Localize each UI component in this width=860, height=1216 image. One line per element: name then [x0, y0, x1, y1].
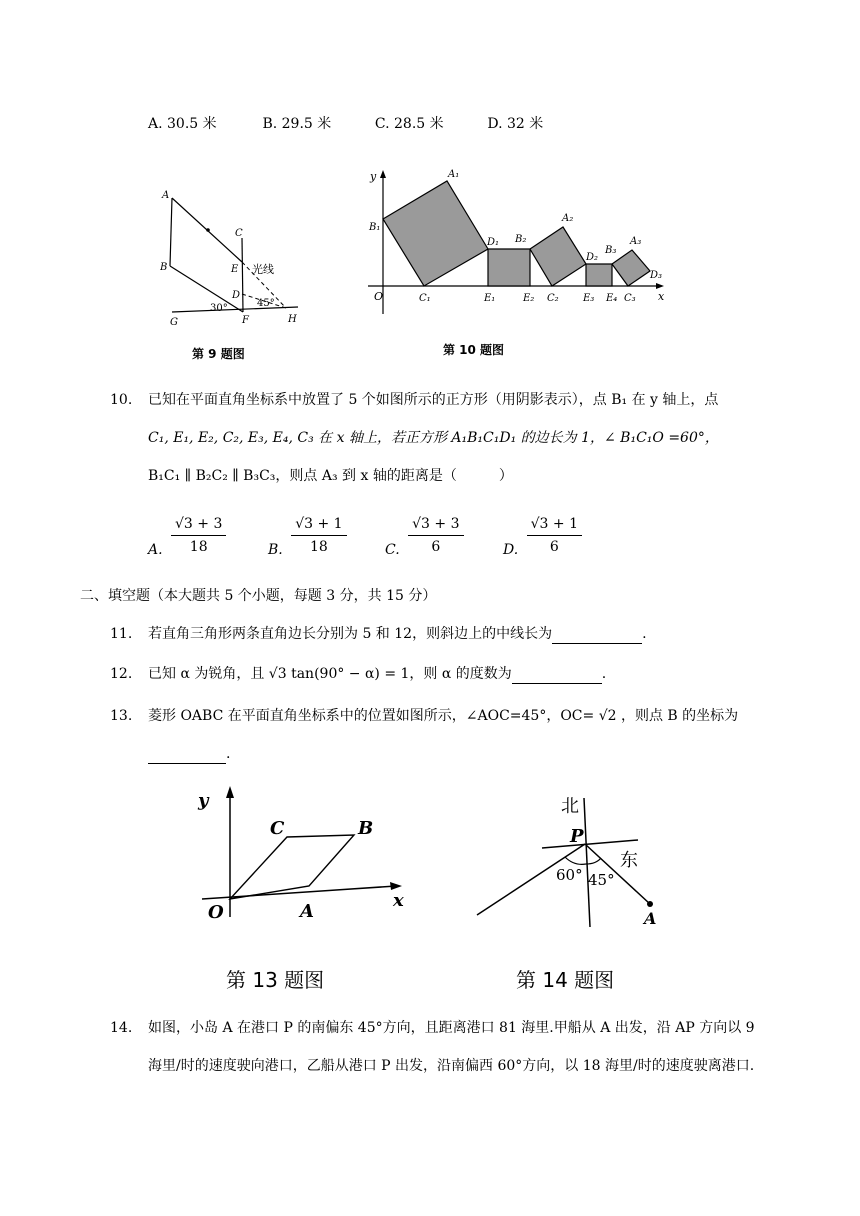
fig14-arc-45: [586, 858, 601, 864]
q9-option-b: B. 29.5 米: [262, 116, 332, 132]
fig10-label-e4: E₄: [606, 293, 618, 304]
fig9-label-b: B: [160, 262, 168, 273]
fig14-angle-45: 45°: [588, 871, 615, 889]
fig13-label-o: O: [208, 902, 224, 923]
fig9-angle-45: 45°: [257, 298, 275, 309]
q14-number: 14.: [110, 1020, 133, 1036]
q9-option-a: A. 30.5 米: [148, 116, 217, 132]
q10-option-d-fraction: [527, 514, 582, 557]
fig14-arc-60: [565, 857, 586, 864]
q10-line-2: C₁, E₁, E₂, C₂, E₃, E₄, C₃ 在 x 轴上，若正方形 A₁B₁C₁D₁ 的边长为 1，∠ B₁C₁O =60°，: [148, 430, 719, 446]
fig13-x-arrow: [390, 882, 402, 890]
fig10-square-3: [530, 227, 586, 286]
q11-number: 11.: [110, 626, 133, 642]
q10-line-3: B₁C₁ ∥ B₂C₂ ∥ B₃C₃，则点 A₃ 到 x 轴的距离是（ ）: [148, 468, 513, 484]
fig9-caption: 第 9 题图: [192, 347, 245, 361]
fig10-square-4: [586, 264, 612, 286]
q12-end: .: [601, 666, 607, 682]
fig10-label-a3: A₃: [630, 236, 642, 247]
fig9-label-f: F: [242, 315, 249, 326]
fig9-angle-30: 30°: [210, 303, 228, 314]
q10-option-b-letter: B.: [268, 541, 283, 558]
fig10-x-arrow: [656, 283, 664, 289]
fig10-caption: 第 10 题图: [443, 343, 505, 357]
fig13-y-arrow: [226, 786, 234, 798]
fig13-label-c: C: [270, 818, 285, 839]
q10-option-d-letter: D.: [503, 541, 519, 558]
fig9-pole-cf: [242, 238, 243, 312]
q11-text-row: [148, 624, 647, 644]
figure-13: [188, 782, 413, 932]
fig14-east-line: [542, 840, 638, 848]
fig10-square-1: [383, 181, 488, 286]
fig10-label-b2: B₂: [515, 234, 527, 245]
q13-number: 13.: [110, 708, 133, 724]
q12-text: 已知 α 为锐角，且 √3 tan(90° − α) = 1，则 α 的度数为: [148, 666, 512, 682]
q10-option-b-numerator: √3 + 1: [291, 514, 346, 536]
q10-option-d-denominator: 6: [549, 539, 559, 555]
q14-line-2: 海里/时的速度驶向港口，乙船从港口 P 出发，沿南偏西 60°方向，以 18 海里/时的速度驶离港口.: [148, 1058, 755, 1074]
fig14-angle-60: 60°: [556, 866, 583, 884]
q13-end: .: [226, 746, 231, 762]
fig10-label-o: O: [374, 290, 384, 303]
fig10-label-e1: E₁: [484, 293, 496, 304]
q14-line-1: 如图，小岛 A 在港口 P 的南偏东 45°方向，且距离港口 81 海里.甲船从 A 出发，沿 AP 方向以 9: [148, 1020, 755, 1036]
fig13-label-x: x: [393, 890, 404, 911]
q10-number: 10.: [110, 392, 133, 408]
fig13-label-y: y: [198, 790, 209, 811]
fig14-north-line: [584, 798, 590, 927]
fig9-label-h: H: [288, 314, 297, 325]
fig10-label-d1: D₁: [487, 237, 500, 248]
q10-option-c-denominator: 6: [431, 539, 441, 555]
fig10-label-a2: A₂: [562, 213, 574, 224]
q13-text: 菱形 OABC 在平面直角坐标系中的位置如图所示，∠AOC=45°，OC= √2 ，则点 B 的坐标为: [148, 708, 739, 724]
fig9-label-c: C: [235, 228, 243, 239]
fig10-label-d2: D₂: [586, 252, 599, 263]
q10-option-a-denominator: 18: [189, 539, 208, 555]
q12-answer-blank[interactable]: [512, 669, 602, 684]
q10-options: [148, 514, 608, 564]
fig10-square-5: [612, 250, 650, 286]
fig14-label-east: 东: [620, 850, 638, 871]
fig10-label-d3: D₃: [650, 270, 663, 281]
fig10-label-y: y: [370, 170, 377, 183]
fig10-label-b1: B₁: [369, 222, 381, 233]
figure-9: [160, 180, 310, 330]
fig13-label-a: A: [300, 901, 314, 922]
q10-option-c-letter: C.: [385, 541, 400, 558]
q10-option-a: [148, 514, 226, 557]
q9-option-d: D. 32 米: [487, 116, 544, 132]
fig10-label-a1: A₁: [448, 169, 460, 180]
q10-option-a-fraction: [171, 514, 226, 557]
q13-answer-row: [148, 744, 230, 764]
q10-option-a-letter: A.: [148, 541, 163, 558]
fig13-label-b: B: [358, 818, 374, 839]
q11-text: 若直角三角形两条直角边长分别为 5 和 12，则斜边上的中线长为: [148, 626, 553, 642]
fig14-caption: 第 14 题图: [516, 968, 615, 992]
fig13-caption: 第 13 题图: [226, 968, 325, 992]
fig9-label-d: D: [232, 290, 241, 301]
fig9-building-ab: [170, 198, 172, 266]
fig10-label-e2: E₂: [523, 293, 535, 304]
q10-option-c: [385, 514, 464, 557]
q10-option-a-numerator: √3 + 3: [171, 514, 226, 536]
q10-line-1: 已知在平面直角坐标系中放置了 5 个如图所示的正方形（用阴影表示），点 B₁ 在 y 轴上，点: [148, 392, 719, 408]
fig10-label-b3: B₃: [605, 245, 617, 256]
fig10-label-e3: E₃: [583, 293, 595, 304]
q10-option-c-fraction: [408, 514, 463, 557]
q12-number: 12.: [110, 666, 133, 682]
fig9-label-a: A: [162, 190, 170, 201]
fig9-point: [206, 228, 210, 232]
fig10-label-x: x: [658, 290, 665, 303]
q10-option-b-fraction: [291, 514, 346, 557]
q11-end: .: [642, 626, 647, 642]
q13-answer-blank[interactable]: [148, 749, 226, 764]
fig9-label-light: 光线: [252, 263, 274, 276]
fig14-label-north: 北: [561, 796, 579, 817]
fig14-label-p: P: [570, 826, 584, 847]
q10-option-d: [503, 514, 582, 557]
fig10-y-arrow: [380, 170, 386, 178]
fig10-square-2: [488, 249, 530, 286]
q10-option-b: [268, 514, 347, 557]
fig10-label-c1: C₁: [419, 293, 431, 304]
q9-options: [148, 114, 543, 134]
q10-option-b-denominator: 18: [309, 539, 328, 555]
figure-10: [360, 164, 680, 314]
q11-answer-blank[interactable]: [552, 629, 642, 644]
q10-option-c-numerator: √3 + 3: [408, 514, 463, 536]
figure-14: [470, 792, 670, 937]
fig10-label-c3: C₃: [624, 293, 636, 304]
fig10-label-c2: C₂: [547, 293, 559, 304]
fig14-point-a: [647, 901, 653, 907]
q9-option-c: C. 28.5 米: [374, 116, 444, 132]
fig9-ground-line: [172, 307, 298, 312]
q12-text-row: [148, 664, 606, 684]
section-2-heading: 二、填空题（本大题共 5 个小题，每题 3 分，共 15 分）: [80, 588, 437, 604]
fig14-label-a: A: [644, 909, 657, 928]
fig9-label-e: E: [231, 264, 239, 275]
fig9-label-g: G: [170, 317, 178, 328]
q10-option-d-numerator: √3 + 1: [527, 514, 582, 536]
